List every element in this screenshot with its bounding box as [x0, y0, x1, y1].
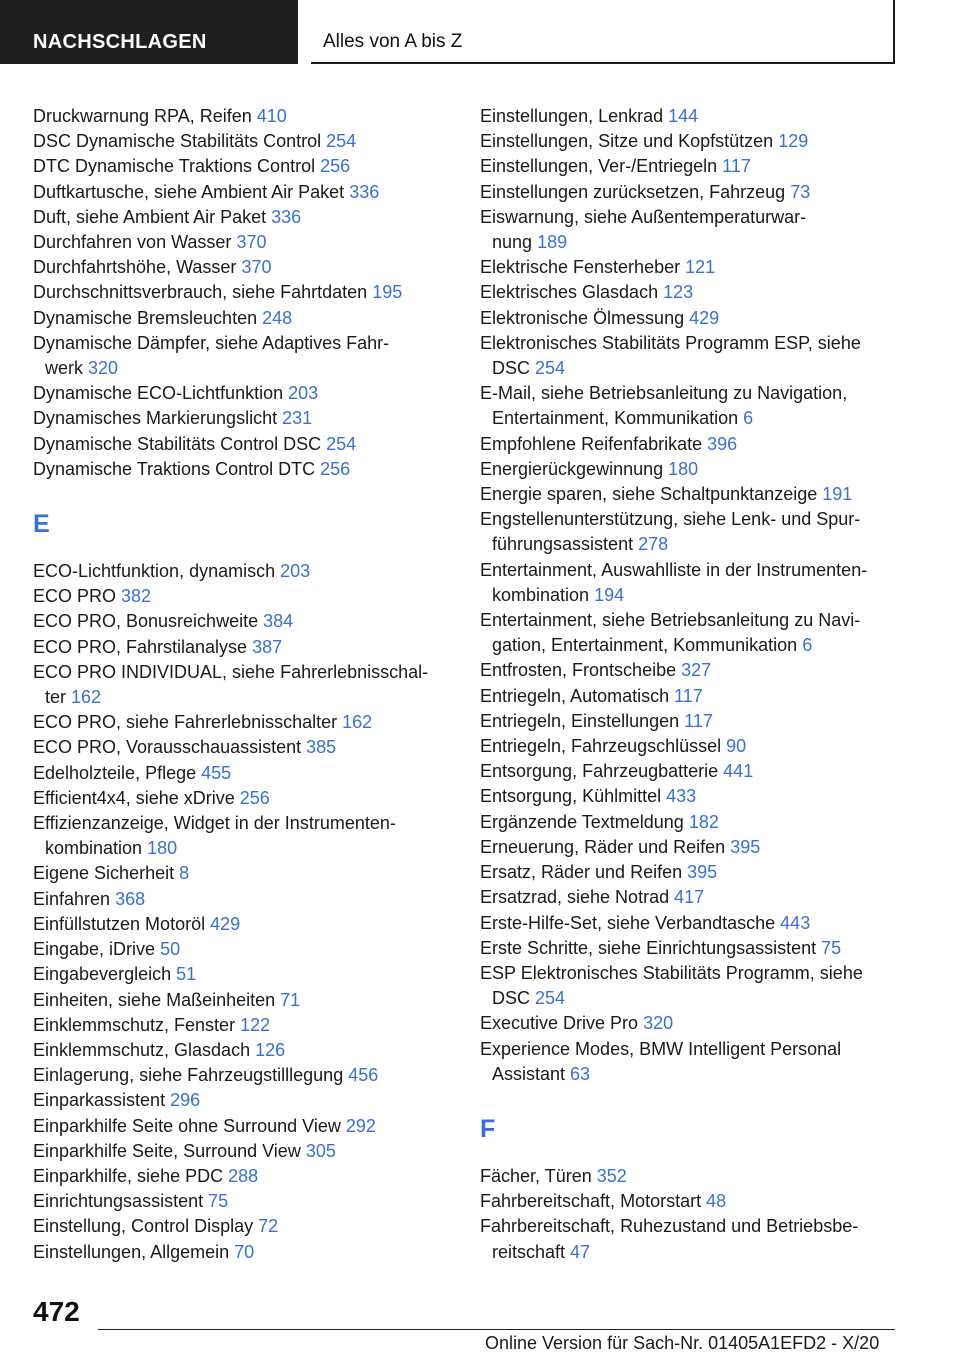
page-reference-link[interactable]: 288	[228, 1165, 259, 1186]
index-entry-text: Einklemmschutz, Glasdach	[33, 1039, 251, 1060]
page-reference-link[interactable]: 443	[780, 912, 811, 933]
index-entry	[480, 306, 920, 331]
index-entry-text: Effizienzanzeige, Widget in der Instrumenten-	[33, 813, 396, 834]
page-reference-link[interactable]: 256	[239, 787, 270, 808]
page-reference-link[interactable]: 121	[685, 257, 716, 278]
index-entry	[480, 331, 920, 381]
index-entry-text: Einstellungen, Allgemein	[33, 1241, 230, 1262]
page-reference-link[interactable]: 382	[121, 586, 152, 607]
index-entry-text: Einstellungen, Sitze und Kopfstützen	[480, 131, 774, 152]
index-entry	[480, 381, 920, 431]
page-reference-link[interactable]: 73	[790, 181, 811, 202]
index-entry	[33, 1114, 463, 1139]
index-entry-text: Einklemmschutz, Fenster	[33, 1014, 236, 1035]
index-entry	[480, 709, 920, 734]
page-reference-link[interactable]: 70	[234, 1241, 255, 1262]
index-entry-text: Einstellungen zurücksetzen, Fahrzeug	[480, 181, 786, 202]
index-entry	[480, 759, 920, 784]
index-entry-text: Entertainment, siehe Betriebsanleitung zu Navi-	[480, 610, 861, 631]
index-entry-text: DSC	[492, 988, 531, 1009]
page-reference-link[interactable]: 248	[262, 307, 293, 328]
index-entry-text: DSC	[492, 358, 531, 379]
index-entry-text: Entriegeln, Automatisch	[480, 685, 670, 706]
index-entry	[480, 1011, 920, 1036]
index-entry	[480, 558, 920, 608]
index-entry	[33, 1088, 463, 1113]
index-entry	[480, 734, 920, 759]
index-entry	[33, 331, 463, 381]
index-entry	[33, 735, 463, 760]
index-entry-text: Einstellung, Control Display	[33, 1216, 254, 1237]
index-entry	[33, 559, 463, 584]
page-reference-link[interactable]: 203	[280, 561, 311, 582]
index-entry-text: Dynamische ECO-Lichtfunktion	[33, 383, 284, 404]
index-entry-text: kombination	[492, 584, 590, 605]
index-entry	[33, 1164, 463, 1189]
index-entry-text: Druckwarnung RPA, Reifen	[33, 106, 252, 126]
index-entry-text: Elektronisches Stabilitäts Programm ESP, siehe	[480, 332, 861, 353]
page-reference-link[interactable]: 384	[263, 611, 294, 632]
page-reference-link[interactable]: 441	[723, 761, 754, 782]
index-entry-text: Entertainment, Kommunikation	[492, 408, 739, 429]
index-entry-text: Energie sparen, siehe Schaltpunktanzeige	[480, 484, 818, 505]
page-reference-link[interactable]: 305	[305, 1140, 336, 1161]
index-entry	[33, 1189, 463, 1214]
page-reference-link[interactable]: 117	[684, 710, 713, 731]
page-reference-link[interactable]: 191	[822, 484, 853, 505]
index-entry-text: Elektrische Fensterheber	[480, 257, 681, 278]
index-entry-text: Einstellungen, Ver-/Entriegeln	[480, 156, 718, 177]
page-reference-link[interactable]: 180	[147, 838, 178, 859]
index-entry-text: Dynamische Dämpfer, siehe Adaptives Fahr-	[33, 332, 390, 353]
index-entry-text: werk	[45, 358, 84, 379]
page-reference-link[interactable]: 433	[666, 786, 697, 807]
index-entry-text: ESP Elektronisches Stabilitäts Programm, siehe	[480, 962, 863, 983]
index-entry	[33, 887, 463, 912]
index-entry	[33, 660, 463, 710]
page-reference-link[interactable]: 90	[726, 736, 747, 757]
page-reference-link[interactable]: 336	[349, 181, 380, 202]
index-entry	[33, 761, 463, 786]
page-reference-link[interactable]: 6	[743, 408, 754, 429]
index-entry-text: Einparkassistent	[33, 1090, 166, 1111]
index-entry-text: Einparkhilfe, siehe PDC	[33, 1165, 224, 1186]
page-reference-link[interactable]: 48	[706, 1191, 727, 1212]
index-entry	[480, 961, 920, 1011]
chapter-title: Alles von A bis Z	[311, 0, 895, 64]
index-entry-text: Entriegeln, Einstellungen	[480, 710, 680, 731]
index-entry-text: Elektrisches Glasdach	[480, 282, 659, 303]
index-entry-text: Efficient4x4, siehe xDrive	[33, 787, 235, 808]
page-reference-link[interactable]: 75	[208, 1191, 229, 1212]
index-entry	[33, 381, 463, 406]
index-entry-text: Elektronische Ölmessung	[480, 307, 685, 328]
page-reference-link[interactable]: 370	[236, 232, 267, 253]
page-reference-link[interactable]: 352	[596, 1165, 627, 1186]
index-entry-text: Entertainment, Auswahlliste in der Instrumenten-	[480, 559, 868, 580]
index-entry	[33, 811, 463, 861]
index-entry	[33, 180, 463, 205]
index-entry-text: Empfohlene Reifenfabrikate	[480, 433, 703, 454]
index-entry	[33, 584, 463, 609]
index-entry-text: Erste Schritte, siehe Einrichtungsassistent	[480, 937, 817, 958]
page-reference-link[interactable]: 72	[258, 1216, 279, 1237]
index-entry-text: ECO PRO, siehe Fahrerlebnisschalter	[33, 712, 338, 733]
index-entry	[33, 710, 463, 735]
page-reference-link[interactable]: 129	[778, 131, 809, 152]
page-reference-link[interactable]: 182	[688, 811, 719, 832]
page-reference-link[interactable]: 203	[288, 383, 319, 404]
index-entry-text: Dynamische Bremsleuchten	[33, 307, 258, 328]
index-entry-text: Erste-Hilfe-Set, siehe Verbandtasche	[480, 912, 776, 933]
index-entry-text: Einfahren	[33, 888, 111, 909]
index-entry-text: ECO PRO, Vorausschauassistent	[33, 737, 302, 758]
page-reference-link[interactable]: 6	[802, 635, 813, 656]
page-header	[0, 0, 960, 66]
index-entry	[33, 962, 463, 987]
index-entry-text: DSC Dynamische Stabilitäts Control	[33, 131, 322, 152]
index-entry	[480, 507, 920, 557]
index-entry-text: Durchfahren von Wasser	[33, 232, 232, 253]
index-entry	[480, 104, 920, 129]
index-entry-text: ECO PRO	[33, 586, 117, 607]
index-entry	[33, 988, 463, 1013]
index-entry-text: Fahrbereitschaft, Motorstart	[480, 1191, 702, 1212]
page-reference-link[interactable]: 50	[160, 939, 181, 960]
index-entry	[480, 860, 920, 885]
page-reference-link[interactable]: 456	[348, 1065, 379, 1086]
index-entry	[33, 280, 463, 305]
index-entry	[480, 658, 920, 683]
index-letter-heading: E	[33, 510, 50, 539]
page-reference-link[interactable]: 368	[115, 888, 146, 909]
index-entry-text: Erneuerung, Räder und Reifen	[480, 836, 726, 857]
index-entry	[480, 280, 920, 305]
page-reference-link[interactable]: 162	[342, 712, 373, 733]
index-entry-text: Durchfahrtshöhe, Wasser	[33, 257, 237, 278]
index-entry-text: Duft, siehe Ambient Air Paket	[33, 206, 267, 227]
index-entry-text: Ersatz, Räder und Reifen	[480, 862, 683, 883]
page-reference-link[interactable]: 395	[730, 836, 761, 857]
index-entry	[480, 1189, 920, 1214]
index-entry-text: Fahrbereitschaft, Ruhezustand und Betriebsbe-	[480, 1216, 859, 1237]
index-entry-text: Ergänzende Textmeldung	[480, 811, 684, 832]
index-entry	[33, 457, 463, 482]
page-reference-link[interactable]: 395	[687, 862, 718, 883]
index-entry-text: Engstellenunterstützung, siehe Lenk- und Spur-	[480, 509, 861, 530]
page-reference-link[interactable]: 292	[345, 1115, 376, 1136]
index-entry	[480, 1214, 920, 1264]
section-tab: NACHSCHLAGEN	[0, 0, 298, 64]
page-reference-link[interactable]: 387	[252, 636, 283, 657]
index-entry-text: ECO PRO INDIVIDUAL, siehe Fahrerlebnisschal-	[33, 661, 429, 682]
index-entry-text: nung	[492, 232, 533, 253]
page-reference-link[interactable]: 122	[240, 1014, 271, 1035]
index-entry	[480, 911, 920, 936]
index-entry	[33, 912, 463, 937]
index-entry-text: Eiswarnung, siehe Außentemperaturwar-	[480, 206, 807, 227]
index-entry	[33, 786, 463, 811]
page-reference-link[interactable]: 256	[320, 458, 351, 479]
page-reference-link[interactable]: 231	[282, 408, 313, 429]
index-entry-text: führungsassistent	[492, 534, 634, 555]
index-entry-text: Entfrosten, Frontscheibe	[480, 660, 677, 681]
index-entry	[33, 1240, 463, 1265]
index-entry	[33, 255, 463, 280]
index-entry-text: Einparkhilfe Seite ohne Surround View	[33, 1115, 341, 1136]
page-reference-link[interactable]: 117	[722, 156, 751, 177]
index-entry-text: Einparkhilfe Seite, Surround View	[33, 1140, 301, 1161]
index-entry-text: ECO-Lichtfunktion, dynamisch	[33, 561, 276, 582]
index-entry	[33, 937, 463, 962]
index-entry	[33, 635, 463, 660]
index-entry-text: Assistant	[492, 1063, 566, 1084]
page-reference-link[interactable]: 144	[668, 106, 699, 126]
index-entry	[33, 406, 463, 431]
page-reference-link[interactable]: 385	[306, 737, 337, 758]
index-entry-text: Entsorgung, Kühlmittel	[480, 786, 662, 807]
index-entry-text: DTC Dynamische Traktions Control	[33, 156, 316, 177]
index-entry	[480, 784, 920, 809]
index-entry	[480, 129, 920, 154]
index-entry	[33, 205, 463, 230]
index-entry-text: E-Mail, siehe Betriebsanleitung zu Navigation,	[480, 383, 848, 404]
page-reference-link[interactable]: 429	[689, 307, 720, 328]
index-entry-text: Durchschnittsverbrauch, siehe Fahrtdaten	[33, 282, 368, 303]
index-entry	[480, 684, 920, 709]
page-reference-link[interactable]: 180	[668, 458, 699, 479]
page-reference-link[interactable]: 370	[241, 257, 272, 278]
index-entry	[33, 230, 463, 255]
index-entry	[480, 1164, 920, 1189]
page-reference-link[interactable]: 47	[570, 1241, 591, 1262]
page-reference-link[interactable]: 63	[570, 1063, 591, 1084]
page-reference-link[interactable]: 327	[681, 660, 712, 681]
page-reference-link[interactable]: 396	[707, 433, 738, 454]
index-entry	[480, 1037, 920, 1087]
index-entry-text: Dynamisches Markierungslicht	[33, 408, 278, 429]
index-entry-text: Eingabevergleich	[33, 964, 172, 985]
page-reference-link[interactable]: 254	[326, 433, 357, 454]
index-entry	[33, 306, 463, 331]
index-column-right	[480, 104, 920, 1265]
index-entry	[33, 1214, 463, 1239]
page-reference-link[interactable]: 254	[535, 988, 566, 1009]
index-entry-text: gation, Entertainment, Kommunikation	[492, 635, 798, 656]
page-reference-link[interactable]: 417	[674, 887, 705, 908]
index-entry	[33, 1139, 463, 1164]
index-entry-text: Edelholzteile, Pflege	[33, 762, 197, 783]
index-entry-text: ter	[45, 687, 67, 708]
page-reference-link[interactable]: 278	[638, 534, 669, 555]
index-entry	[480, 810, 920, 835]
index-entry-text: Energierückgewinnung	[480, 458, 664, 479]
page-reference-link[interactable]: 195	[372, 282, 403, 303]
index-entry	[480, 835, 920, 860]
index-entry	[480, 205, 920, 255]
page-number: 472	[33, 1296, 80, 1327]
page-reference-link[interactable]: 194	[594, 584, 625, 605]
index-entry-text: Einfüllstutzen Motoröl	[33, 913, 206, 934]
index-entry	[480, 482, 920, 507]
index-entry-text: Einstellungen, Lenkrad	[480, 106, 664, 126]
page-reference-link[interactable]: 75	[821, 937, 842, 958]
page-reference-link[interactable]: 455	[201, 762, 232, 783]
index-entry	[480, 936, 920, 961]
index-entry	[480, 885, 920, 910]
index-entry	[480, 432, 920, 457]
index-entry-text: reitschaft	[492, 1241, 566, 1262]
index-entry-text: kombination	[45, 838, 143, 859]
index-entry-text: Dynamische Traktions Control DTC	[33, 458, 316, 479]
index-entry-text: Experience Modes, BMW Intelligent Personal	[480, 1038, 842, 1059]
page-reference-link[interactable]: 410	[256, 106, 287, 126]
page-reference-link[interactable]: 254	[535, 358, 566, 379]
index-letter-heading: F	[480, 1114, 496, 1143]
index-entry-text: Dynamische Stabilitäts Control DSC	[33, 433, 322, 454]
index-entry	[33, 432, 463, 457]
page-reference-link[interactable]: 123	[663, 282, 694, 303]
index-entry-text: Executive Drive Pro	[480, 1013, 639, 1034]
page-reference-link[interactable]: 162	[71, 687, 102, 708]
page-reference-link[interactable]: 254	[326, 131, 357, 152]
page-reference-link[interactable]: 8	[179, 863, 190, 884]
index-entry-text: Ersatzrad, siehe Notrad	[480, 887, 670, 908]
index-entry	[33, 861, 463, 886]
index-entry-text: Duftkartusche, siehe Ambient Air Paket	[33, 181, 345, 202]
page-reference-link[interactable]: 51	[176, 964, 197, 985]
page-reference-link[interactable]: 296	[170, 1090, 201, 1111]
index-entry	[33, 154, 463, 179]
index-entry-text: Entriegeln, Fahrzeugschlüssel	[480, 736, 722, 757]
page-reference-link[interactable]: 126	[255, 1039, 286, 1060]
index-entry	[33, 609, 463, 634]
index-entry	[33, 1038, 463, 1063]
index-entry-text: Einrichtungsassistent	[33, 1191, 204, 1212]
index-entry	[33, 1013, 463, 1038]
footer-text: Online Version für Sach-Nr. 01405A1EFD2 - X/20	[485, 1333, 880, 1353]
index-column-left	[33, 104, 463, 1265]
page-reference-link[interactable]: 117	[674, 685, 703, 706]
index-entry	[33, 1063, 463, 1088]
index-entry-text: ECO PRO, Bonusreichweite	[33, 611, 259, 632]
page-reference-link[interactable]: 189	[537, 232, 568, 253]
index-entry	[480, 154, 920, 179]
index-entry-text: Eigene Sicherheit	[33, 863, 175, 884]
page-reference-link[interactable]: 336	[271, 206, 302, 227]
index-entry	[33, 129, 463, 154]
index-entry-text: Einheiten, siehe Maßeinheiten	[33, 989, 276, 1010]
index-entry-text: ECO PRO, Fahrstilanalyse	[33, 636, 248, 657]
page-reference-link[interactable]: 429	[210, 913, 241, 934]
index-entry	[480, 457, 920, 482]
index-entry-text: Einlagerung, siehe Fahrzeugstilllegung	[33, 1065, 344, 1086]
index-entry	[480, 255, 920, 280]
index-entry	[480, 180, 920, 205]
index-entry	[480, 608, 920, 658]
page-reference-link[interactable]: 256	[320, 156, 351, 177]
footer-divider	[98, 1329, 895, 1330]
index-entry	[33, 104, 463, 129]
page-reference-link[interactable]: 320	[88, 358, 119, 379]
index-entry-text: Entsorgung, Fahrzeugbatterie	[480, 761, 719, 782]
index-entry-text: Fächer, Türen	[480, 1165, 592, 1186]
index-entry-text: Eingabe, iDrive	[33, 939, 156, 960]
page-reference-link[interactable]: 320	[643, 1013, 674, 1034]
page-reference-link[interactable]: 71	[280, 989, 301, 1010]
